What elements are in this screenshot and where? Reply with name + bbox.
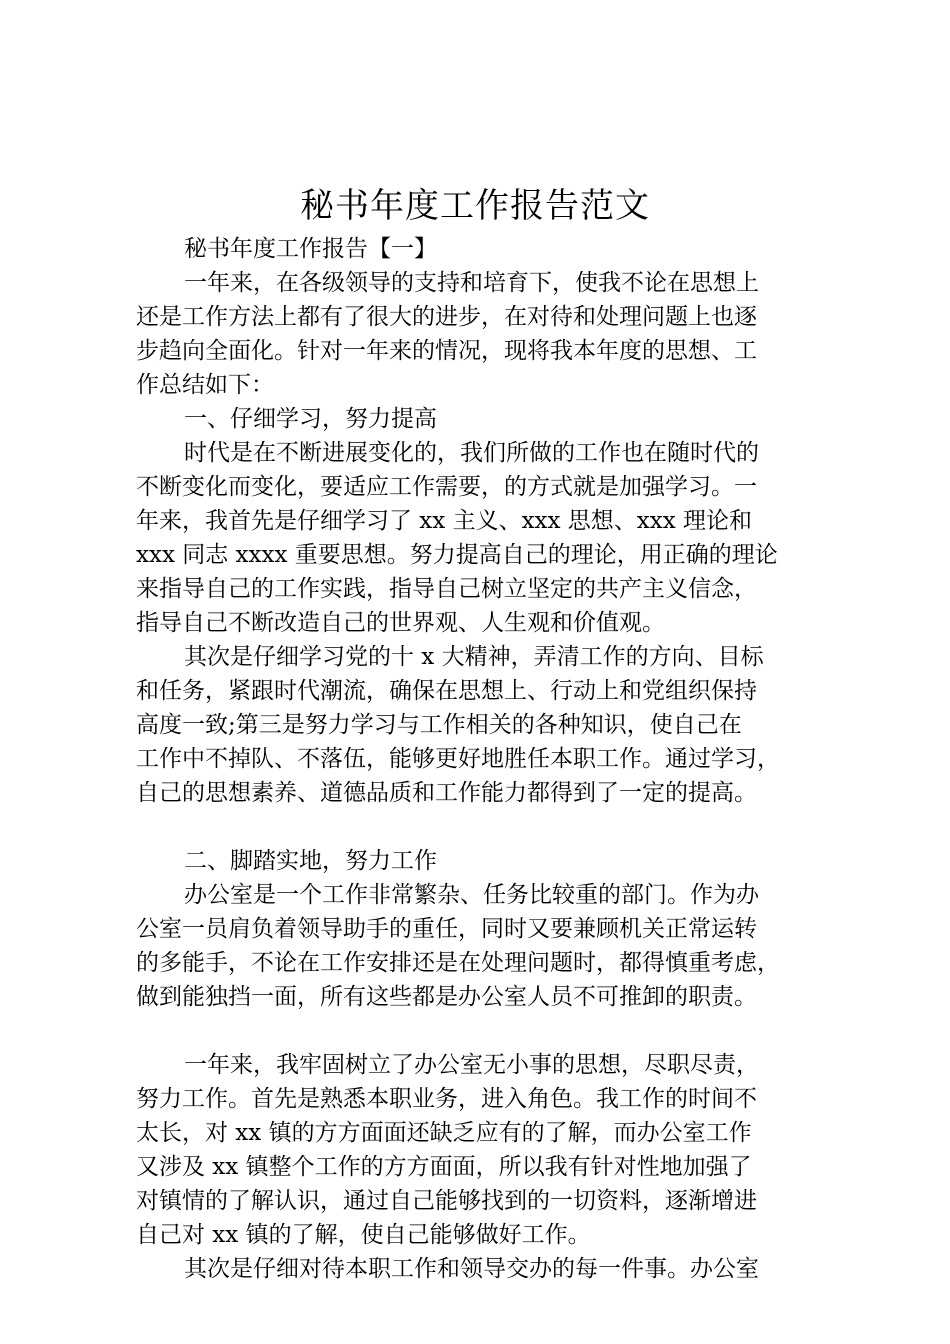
paragraph-line: 其次是仔细对待本职工作和领导交办的每一件事。办公室	[184, 1256, 759, 1282]
paragraph-line: 来指导自己的工作实践，指导自己树立坚定的共产主义信念，	[136, 576, 757, 602]
paragraph-line: 不断变化而变化，要适应工作需要，的方式就是加强学习。一	[136, 474, 757, 500]
paragraph-line: 其次是仔细学习党的十 x 大精神，弄清工作的方向、目标	[184, 644, 764, 670]
paragraph-line: 努力工作。首先是熟悉本职业务，进入角色。我工作的时间不	[136, 1086, 757, 1112]
paragraph-line: 办公室是一个工作非常繁杂、任务比较重的部门。作为办	[184, 882, 759, 908]
paragraph-line: 工作中不掉队、不落伍，能够更好地胜任本职工作。通过学习，	[136, 746, 780, 772]
paragraph-line: 年来，我首先是仔细学习了 xx 主义、xxx 思想、xxx 理论和	[136, 508, 753, 534]
paragraph-line: 二、脚踏实地，努力工作	[184, 848, 437, 874]
paragraph-line: 对镇情的了解认识，通过自己能够找到的一切资料，逐渐增进	[136, 1188, 757, 1214]
paragraph-line: 指导自己不断改造自己的世界观、人生观和价值观。	[136, 610, 665, 636]
paragraph-line: 自己的思想素养、道德品质和工作能力都得到了一定的提高。	[136, 780, 757, 806]
paragraph-line: 自己对 xx 镇的了解，使自己能够做好工作。	[136, 1222, 591, 1248]
paragraph-line: 太长，对 xx 镇的方方面面还缺乏应有的了解，而办公室工作	[136, 1120, 752, 1146]
paragraph-line: 公室一员肩负着领导助手的重任，同时又要兼顾机关正常运转	[136, 916, 757, 942]
paragraph-line: 又涉及 xx 镇整个工作的方方面面，所以我有针对性地加强了	[136, 1154, 752, 1180]
paragraph-line: 秘书年度工作报告【一】	[184, 236, 437, 262]
blank-line	[136, 1014, 836, 1048]
paragraph-line: 时代是在不断进展变化的，我们所做的工作也在随时代的	[184, 440, 759, 466]
document-title: 秘书年度工作报告范文	[300, 186, 650, 226]
paragraph-line: 还是工作方法上都有了很大的进步，在对待和处理问题上也逐	[136, 304, 757, 330]
paragraph-line: 做到能独挡一面，所有这些都是办公室人员不可推卸的职责。	[136, 984, 757, 1010]
paragraph-line: 一年来，我牢固树立了办公室无小事的思想，尽职尽责，	[184, 1052, 759, 1078]
paragraph-line: 一年来，在各级领导的支持和培育下，使我不论在思想上	[184, 270, 759, 296]
paragraph-line: 一、仔细学习，努力提高	[184, 406, 437, 432]
document-body	[136, 232, 836, 1286]
paragraph-line: 作总结如下：	[136, 372, 274, 398]
paragraph-line: 高度一致;第三是努力学习与工作相关的各种知识，使自己在	[136, 712, 742, 738]
paragraph-line: 和任务，紧跟时代潮流，确保在思想上、行动上和党组织保持	[136, 678, 757, 704]
paragraph-line: 的多能手，不论在工作安排还是在处理问题时，都得慎重考虑，	[136, 950, 780, 976]
paragraph-line: 步趋向全面化。针对一年来的情况，现将我本年度的思想、工	[136, 338, 757, 364]
blank-line	[136, 810, 836, 844]
paragraph-line: xxx 同志 xxxx 重要思想。努力提高自己的理论，用正确的理论	[136, 542, 778, 568]
